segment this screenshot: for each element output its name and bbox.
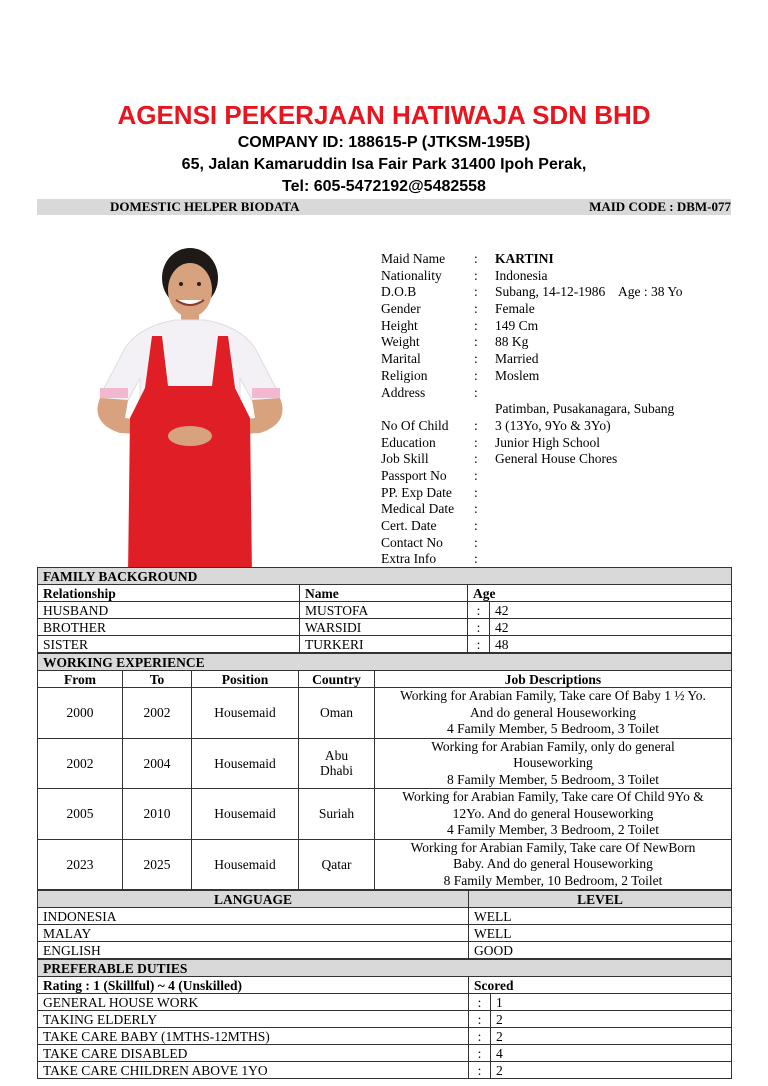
company-tel: Tel: 605-5472192@5482558 <box>282 178 486 195</box>
language-table <box>37 890 732 959</box>
duties-title: PREFERABLE DUTIES <box>38 960 732 977</box>
biodata-title: DOMESTIC HELPER BIODATA <box>110 199 300 214</box>
table-row: TAKE CARE CHILDREN ABOVE 1YO : 2 <box>38 1062 732 1079</box>
table-row: TAKE CARE DISABLED : 4 <box>38 1045 732 1062</box>
work-table <box>37 653 732 890</box>
table-row: INDONESIA WELL <box>38 908 732 925</box>
table-row: BROTHER WARSIDI : 42 <box>38 619 732 636</box>
level-header: LEVEL <box>469 891 732 908</box>
maid-name-value: KARTINI <box>495 251 554 266</box>
work-header-country: Country <box>299 671 375 688</box>
work-title: WORKING EXPERIENCE <box>38 654 732 671</box>
table-row: 2023 2025 Housemaid Qatar Working for Arabian Family, Take care Of NewBorn Baby. And do general Houseworking 8 Family Member, 10 Bedroom, 2 Toilet <box>38 839 732 890</box>
work-header-position: Position <box>192 671 299 688</box>
table-row: 2002 2004 Housemaid Abu Dhabi Working for Arabian Family, only do general Houseworking 8 Family Member, 5 Bedroom, 3 Toilet <box>38 738 732 789</box>
work-header-desc: Job Descriptions <box>375 671 732 688</box>
duties-rating: Rating : 1 (Skillful) ~ 4 (Unskilled) <box>38 977 469 994</box>
company-name: AGENSI PEKERJAAN HATIWAJA SDN BHD <box>117 100 651 130</box>
duties-scored: Scored <box>469 977 732 994</box>
work-header-to: To <box>123 671 192 688</box>
table-row: 2005 2010 Housemaid Suriah Working for Arabian Family, Take care Of Child 9Yo & 12Yo. And do general Houseworking 4 Family Member, 3 Bedroom, 2 Toilet <box>38 789 732 840</box>
table-row: HUSBAND MUSTOFA : 42 <box>38 602 732 619</box>
table-row: ENGLISH GOOD <box>38 942 732 959</box>
table-row: SISTER TURKERI : 48 <box>38 636 732 653</box>
table-row: GENERAL HOUSE WORK : 1 <box>38 994 732 1011</box>
language-header: LANGUAGE <box>38 891 469 908</box>
family-header-age: Age <box>468 585 732 602</box>
table-row: TAKING ELDERLY : 2 <box>38 1011 732 1028</box>
company-address: 65, Jalan Kamaruddin Isa Fair Park 31400 Ipoh Perak, <box>181 156 587 173</box>
table-row: TAKE CARE BABY (1MTHS-12MTHS) : 2 <box>38 1028 732 1045</box>
family-header-relationship: Relationship <box>38 585 300 602</box>
work-header-from: From <box>38 671 123 688</box>
maid-code: MAID CODE : DBM-077 <box>589 199 731 214</box>
biodata-banner <box>37 199 731 215</box>
family-header-name: Name <box>300 585 468 602</box>
company-id: COMPANY ID: 188615-P (JTKSM-195B) <box>237 134 531 151</box>
table-row: MALAY WELL <box>38 925 732 942</box>
maid-photo <box>80 228 308 576</box>
duties-table <box>37 959 732 1079</box>
family-title: FAMILY BACKGROUND <box>38 568 732 585</box>
table-row: 2000 2002 Housemaid Oman Working for Arabian Family, Take care Of Baby 1 ½ Yo. And do general Houseworking 4 Family Member, 5 Bedroom, 3 Toilet <box>38 688 732 739</box>
family-table <box>37 567 732 653</box>
